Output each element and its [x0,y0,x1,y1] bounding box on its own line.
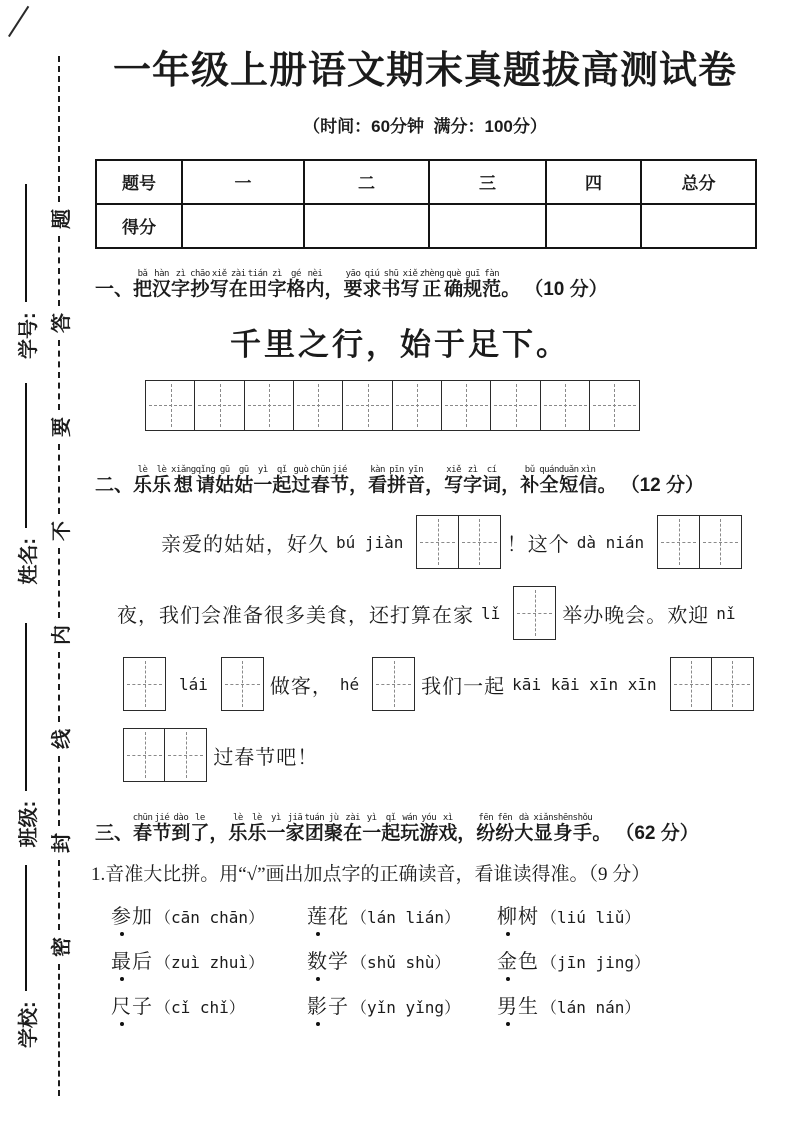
ruby-char: 姑gū [215,464,235,496]
tian-cell [441,380,492,431]
tian-cell [540,380,591,431]
table-header-cell: 四 [546,160,641,204]
ruby-char: 过guò [291,464,311,496]
ruby-char: 聚jù [324,812,344,844]
student-field-blank [25,383,27,528]
answer-grid [657,515,741,569]
exam-meta: （时间：60分钟 满分：100分） [303,116,547,136]
pinyin-hint: kāi kāi xīn xīn [512,674,657,694]
ruby-char: ， [501,474,521,496]
section-score: （62 分） [615,822,699,844]
tian-cell [145,380,196,431]
answer-grid [123,728,207,782]
tian-cell [699,515,742,569]
answer-grid [670,657,754,711]
ruby-char: 显xiǎn [533,812,554,844]
student-field [12,383,41,585]
ruby-char: 了le [190,812,210,844]
answer-grid [416,515,500,569]
ruby-char: 大dà [514,812,534,844]
word-char: 后 [132,950,153,973]
ruby-char: 确què [444,268,464,300]
word-char: 子 [328,995,349,1018]
answer-grid [221,657,264,711]
word-char: 尺 [111,990,132,1019]
ruby-char: 写xiě [400,268,420,300]
section-2-ruby-text [133,464,617,496]
ruby-char: 。 [597,474,617,496]
score-blank-cell [429,204,546,248]
pronunciation-item [111,990,307,1019]
seal-dash [58,860,60,930]
student-field [12,865,41,1048]
ruby-char: 求qiú [362,268,382,300]
section-2-heading [95,465,755,495]
item-options: （cǐ chǐ） [155,997,245,1017]
tian-cell [657,515,700,569]
ruby-char: 在zài [228,268,248,300]
pronunciation-item [307,990,497,1019]
word-char: 花 [328,905,349,928]
seal-dash [58,444,60,514]
ruby-char: 乐lè [133,464,153,496]
seal-char: 题 [50,209,73,229]
score-table-score-row [96,204,756,248]
item-options: （liú liǔ） [541,907,641,927]
score-table [95,159,757,249]
seal-char: 线 [50,729,73,749]
seal-dash [58,756,60,826]
word-char: 莲 [307,900,328,929]
tian-cell [123,657,166,711]
ruby-char: 到dào [171,812,191,844]
table-header-cell: 题号 [96,160,182,204]
score-row-label: 得分 [96,204,182,248]
word-char: 加 [132,905,153,928]
copy-task [145,319,655,431]
copy-sentence: 千里之行，始于足下。 [230,326,570,362]
student-field-label: 姓名: [17,537,40,585]
question-1-row [111,900,755,929]
tian-cell [123,728,166,782]
seal-line [46,56,72,1096]
ruby-char: ， [209,822,229,844]
score-table-header-row [96,160,756,204]
score-blank-cell [641,204,756,248]
section-3-heading [95,813,755,843]
ruby-char: 全quán [539,464,559,496]
answer-grid [123,657,166,711]
table-header-cell: 二 [304,160,429,204]
section-score: （10 分） [524,278,608,300]
letter-line [117,578,755,649]
student-field [12,184,41,359]
ruby-char: 。 [592,822,612,844]
word-char: 生 [518,995,539,1018]
ruby-char: 乐lè [247,812,267,844]
paper-content [91,0,755,1035]
item-word [497,945,539,974]
ruby-char: 请qǐng [195,464,216,496]
ruby-char: 乐lè [152,464,172,496]
tian-cell [342,380,393,431]
section-number: 三、 [95,822,134,844]
letter-line [117,720,755,791]
ruby-char: 格gé [286,268,306,300]
ruby-char: 短duǎn [558,464,579,496]
seal-dash [58,236,60,306]
item-options: （lán lián） [351,907,461,927]
ruby-char: 节jié [330,464,350,496]
tian-cell [490,380,541,431]
ruby-char: 一yì [253,464,273,496]
word-char: 男 [497,990,518,1019]
score-blank-cell [546,204,641,248]
pinyin-hint: bú jiàn [336,532,404,552]
tian-cell [458,515,501,569]
ruby-char: 戏xì [438,812,458,844]
student-field-blank [25,865,27,991]
ruby-char: 纷fēn [495,812,515,844]
ruby-char: 在zài [343,812,363,844]
seal-dash [58,548,60,618]
seal-char: 不 [50,521,73,541]
letter-line [161,507,755,578]
ruby-char: 起qǐ [272,464,292,496]
letter-text: 举办晚会。欢迎 [562,604,710,627]
section-score: （12 分） [620,474,705,496]
student-field-label: 学校: [17,1001,40,1048]
seal-char: 密 [50,937,73,957]
table-header-cell: 总分 [641,160,756,204]
student-field-label: 学号: [17,312,40,359]
word-char: 树 [518,905,539,928]
tian-cell [194,380,245,431]
letter-text: 做客， [269,675,333,698]
word-char: 子 [132,995,153,1018]
ruby-char: 乐lè [228,812,248,844]
seal-char: 内 [50,625,73,645]
ruby-char: 抄chāo [190,268,210,300]
student-field-label: 班级: [17,800,40,848]
pronunciation-item [307,945,497,974]
word-char: 金 [497,945,518,974]
section-number: 一、 [95,278,134,300]
pronunciation-item [307,900,497,929]
item-word [497,900,539,929]
pronunciation-item [497,990,755,1019]
pinyin-hint: lái [179,674,208,694]
table-header-cell: 三 [429,160,546,204]
ruby-char: 字zì [267,268,287,300]
section-1-heading [95,269,755,299]
answer-grid [372,657,415,711]
ruby-char: 音yīn [406,464,426,496]
ruby-char: 规guī [463,268,483,300]
ruby-char: 一yì [266,812,286,844]
corner-pen-mark [8,6,29,37]
item-options: （cān chān） [155,907,265,927]
pinyin-hint: lǐ [481,603,501,623]
section-3-ruby-text [132,812,612,844]
letter-text: 过春节吧！ [213,746,319,769]
item-options: （shǔ shù） [351,952,451,972]
letter-text: 夜，我们会准备很多美食，还打算在家 [117,604,474,627]
ruby-char: 春chūn [310,464,331,496]
ruby-char: ， [457,822,477,844]
ruby-char: ， [324,278,344,300]
section-1-ruby-text [133,268,521,300]
question-1-row [111,945,755,974]
ruby-char: 内nèi [305,268,325,300]
ruby-char: 春chūn [132,812,153,844]
tian-cell [221,657,264,711]
ruby-char: 起qǐ [381,812,401,844]
pinyin-hint: nǐ [716,603,736,623]
pronunciation-item [497,945,755,974]
tian-cell [164,728,207,782]
ruby-char: 字zì [463,464,483,496]
ruby-char: 补bǔ [520,464,540,496]
seal-char: 封 [50,833,73,853]
student-field [12,623,41,848]
seal-dash [58,340,60,410]
seal-char: 要 [50,417,73,437]
word-char: 柳 [497,900,518,929]
item-word [111,990,153,1019]
ruby-char: 纷fēn [476,812,496,844]
letter-body [95,507,755,791]
item-word [307,990,349,1019]
ruby-char: 一yì [362,812,382,844]
ruby-char: 身shēn [553,812,573,844]
table-header-cell: 一 [182,160,304,204]
tian-cell [244,380,295,431]
ruby-char: 正zhèng [419,268,445,300]
pronunciation-item [111,900,307,929]
ruby-char: 词cí [482,464,502,496]
letter-text: 我们一起 [421,675,506,698]
question-1-row [111,990,755,1019]
word-char: 最 [111,945,132,974]
answer-grid [513,586,556,640]
ruby-char: 写xiě [444,464,464,496]
seal-dash [58,964,60,1096]
score-blank-cell [182,204,304,248]
ruby-char: 游yóu [419,812,439,844]
tian-cell [372,657,415,711]
ruby-char: 拼pīn [387,464,407,496]
ruby-char: 手shǒu [572,812,593,844]
question-1-text: 1.音准大比拼。用“√”画出加点字的正确读音，看谁读得准。（9 分） [91,863,651,885]
ruby-char: 家jiā [285,812,305,844]
ruby-char: 写xiě [209,268,229,300]
ruby-char: 想xiǎng [171,464,196,496]
item-word [307,900,349,929]
ruby-char: 团tuán [304,812,325,844]
ruby-char: 。 [501,278,521,300]
tian-cell [513,586,556,640]
ruby-char: 姑gū [234,464,254,496]
letter-text: 亲爱的姑姑，好久 [161,533,329,556]
ruby-char: 字zì [171,268,191,300]
question-1-items [111,900,755,1019]
item-options: （jīn jing） [541,952,651,972]
ruby-char: 信xìn [578,464,598,496]
section-number: 二、 [95,474,134,496]
pinyin-hint: hé [339,674,360,694]
pinyin-hint: dà nián [576,532,645,552]
ruby-char: ， [425,474,445,496]
tian-cell [416,515,459,569]
seal-dash [58,652,60,722]
ruby-char: 把bǎ [133,268,153,300]
ruby-char: 书shū [381,268,401,300]
tian-cell [392,380,443,431]
item-options: （lán nán） [541,997,641,1017]
ruby-char: 玩wán [400,812,420,844]
ruby-char: 看kàn [368,464,388,496]
student-info-fields [8,56,44,1096]
ruby-char: 田tián [247,268,268,300]
item-word [111,900,153,929]
pronunciation-item [111,945,307,974]
student-field-blank [25,623,27,791]
tian-cell [293,380,344,431]
ruby-char: 汉hàn [152,268,172,300]
seal-dash [58,56,60,202]
item-options: （zuì zhuì） [155,952,265,972]
ruby-char: 节jié [152,812,172,844]
page-title: 一年级上册语文期末真题拔高测试卷 [112,50,737,92]
item-word [497,990,539,1019]
item-word [307,945,349,974]
ruby-char: 要yāo [343,268,363,300]
letter-text: ！这个 [506,533,570,556]
score-blank-cell [304,204,429,248]
tian-cell [711,657,754,711]
letter-line [117,649,755,720]
word-char: 数 [307,945,328,974]
tian-cell [670,657,713,711]
ruby-char: 范fàn [482,268,502,300]
pronunciation-item [497,900,755,929]
item-options: （yǐn yǐng） [351,997,461,1017]
ruby-char: ， [349,474,369,496]
word-char: 影 [307,990,328,1019]
student-field-blank [25,184,27,302]
tian-cell [589,380,640,431]
writing-grid-row [145,380,655,431]
seal-char: 答 [50,313,73,333]
word-char: 参 [111,900,132,929]
word-char: 色 [518,950,539,973]
word-char: 学 [328,950,349,973]
item-word [111,945,153,974]
